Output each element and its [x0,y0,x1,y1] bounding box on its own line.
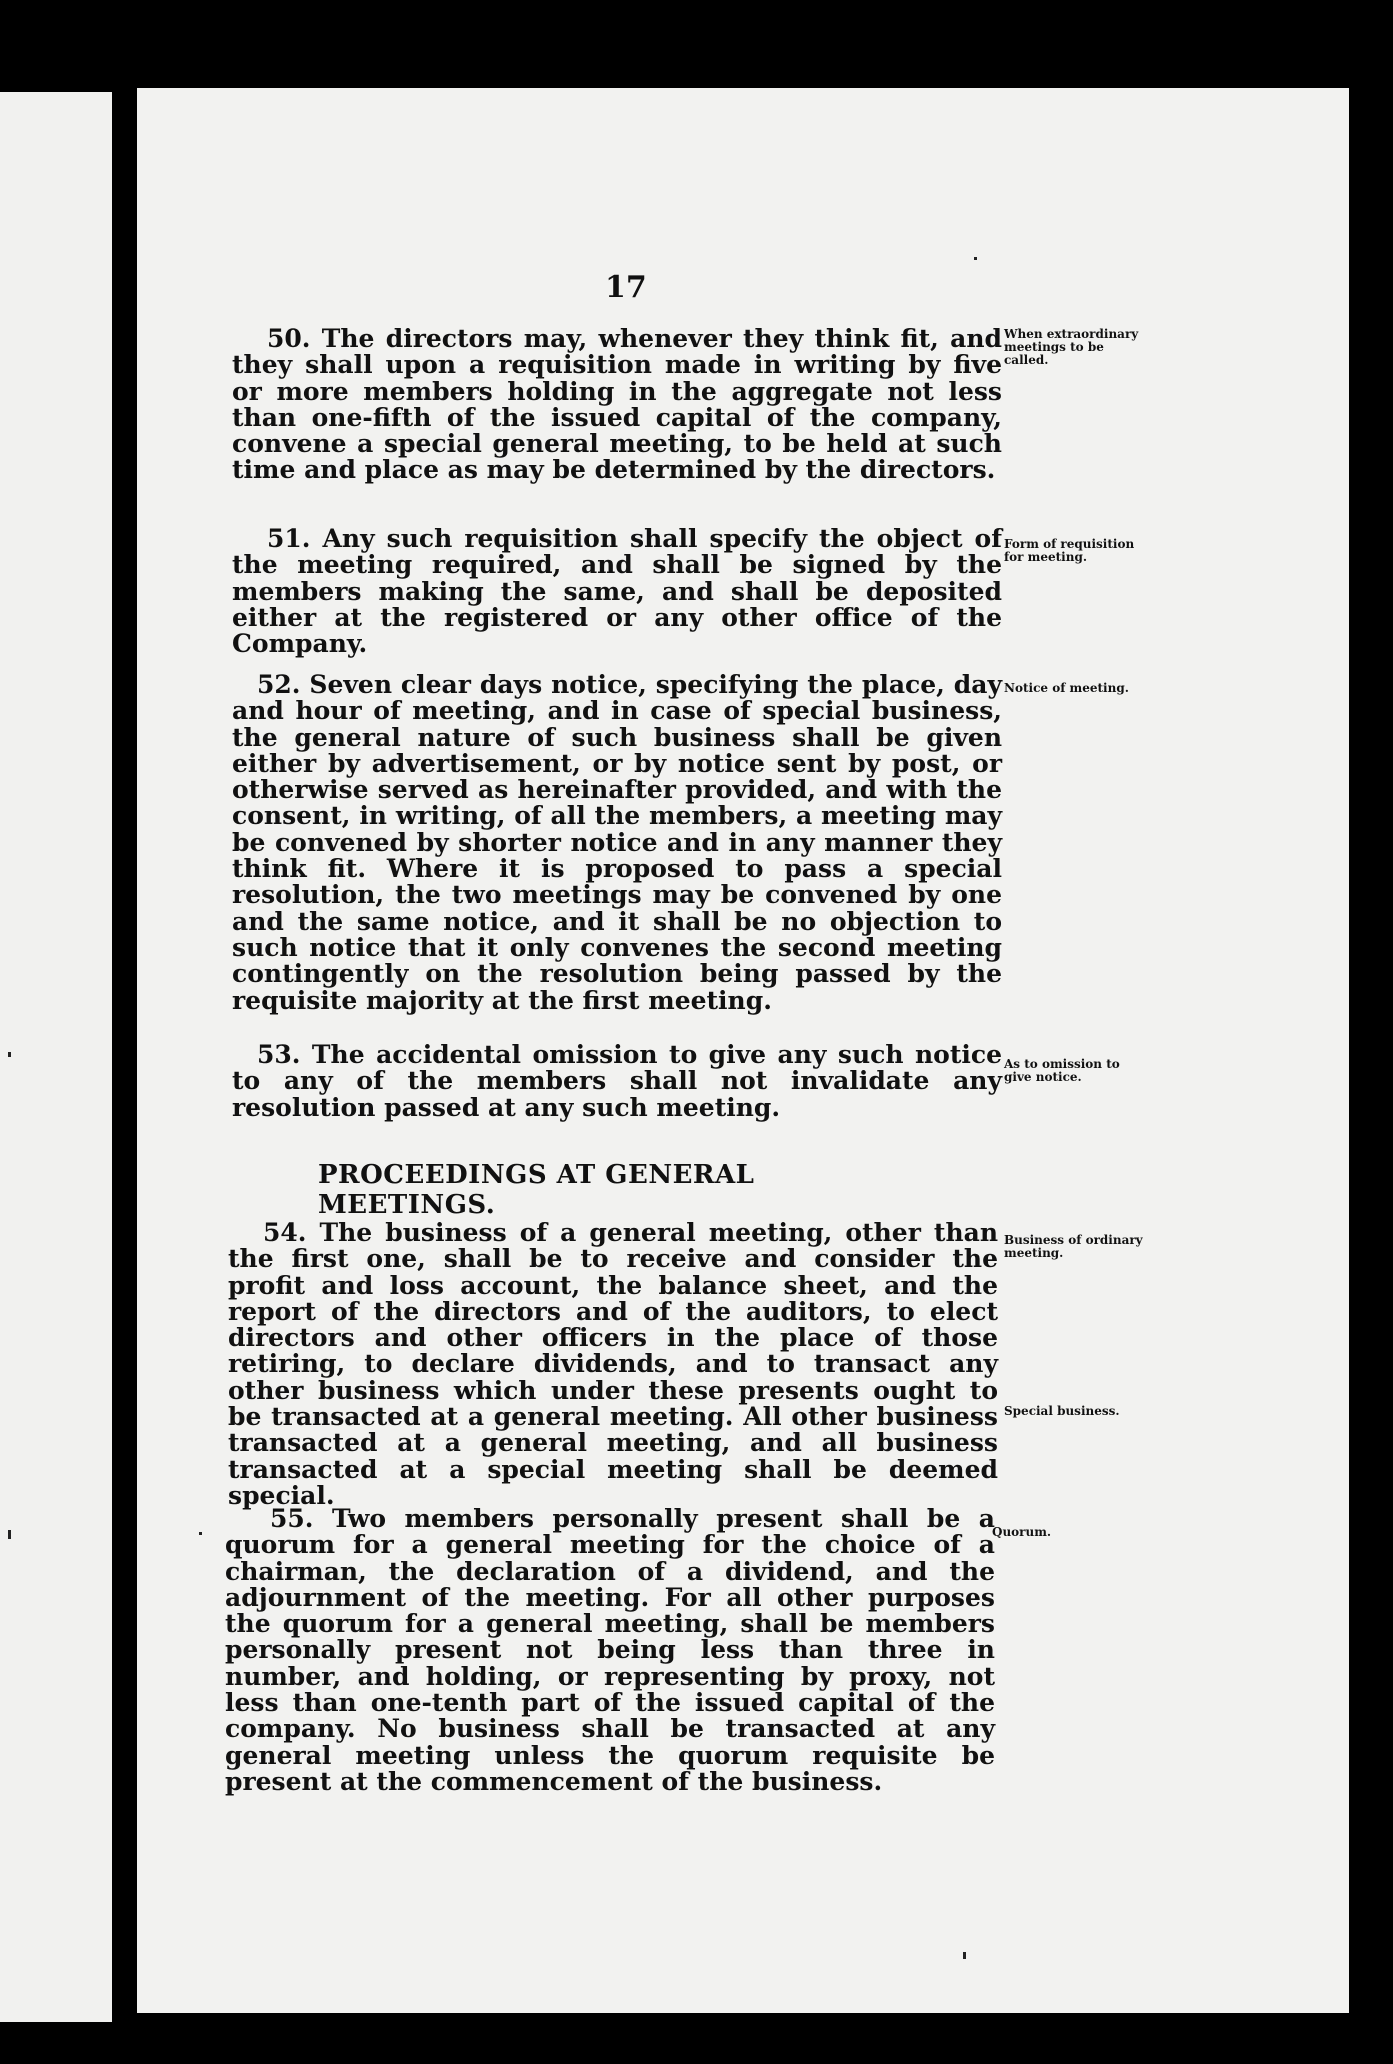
margin-note-55: Quorum. [992,1525,1052,1539]
scan-speck [8,1530,11,1539]
scan-speck [199,1532,202,1535]
section-heading: PROCEEDINGS AT GENERAL MEETINGS. [318,1160,755,1220]
margin-note-53: As to omission to give notice. [1004,1057,1120,1084]
scan-speck [8,1052,11,1057]
margin-note-54: Business of ordinary meeting. [1004,1233,1143,1260]
paragraph-55: 55. Two members personally present shall be a quorum for a general meeting for the choice of a chairman, the declaration of a dividend, and the adjournment of the meeting. For all other purposes the quorum for a general meeting, shall be members personally present not being less than three in number, and holding, or representing by proxy, not less than one-tenth part of the issued capital of the company. No business shall be transacted at any general meeting unless the quorum requisite be present at the commencement of the business. [225,1504,995,1796]
paragraph-51: 51. Any such requisition shall specify the object of the meeting required, and shall be signed by the members making the same, and shall be deposited either at the registered or any other office of the Company. [232,524,1002,659]
margin-note-54-special: Special business. [1004,1404,1120,1418]
page-number: 17 [605,270,647,305]
paragraph-52: 52. Seven clear days notice, specifying the place, day and hour of meeting, and in case of special business, the general nature of such business shall be given either by advertisement, or by notice sent by post, or otherwise served as hereinafter provided, and with the consent, in writing, of all the members, a meeting may be convened by shorter notice and in any manner they think fit. Where it is proposed to pass a special resolution, the two meetings may be convened by one and the same notice, and it shall be no objection to such notice that it only convenes the second meeting contingently on the resolution being passed by the requisite majority at the first meeting. [232,670,1002,1015]
margin-note-50: When extraordinary meetings to be called. [1004,327,1139,367]
scan-speck [974,257,977,260]
margin-note-52: Notice of meeting. [1004,681,1129,695]
margin-note-51: Form of requisition for meeting. [1004,537,1135,564]
scan-speck [963,1952,966,1959]
paragraph-50: 50. The directors may, whenever they think fit, and they shall upon a requisition made in writing by five or more members holding in the aggregate not less than one-fifth of the issued capital of the company, convene a special general meeting, to be held at such time and place as may be determined by the directors. [232,324,1002,485]
left-page-edge [0,92,112,2022]
paragraph-53: 53. The accidental omission to give any such notice to any of the members shall not invalidate any resolution passed at any such meeting. [232,1040,1002,1122]
paragraph-54: 54. The business of a general meeting, other than the first one, shall be to receive and consider the profit and loss account, the balance sheet, and the report of the directors and of the auditors, to elect directors and other officers in the place of those retiring, to declare dividends, and to transact any other business which under these presents ought to be transacted at a general meeting. All other business transacted at a general meeting, and all business transacted at a special meeting shall be deemed special. [228,1218,998,1510]
